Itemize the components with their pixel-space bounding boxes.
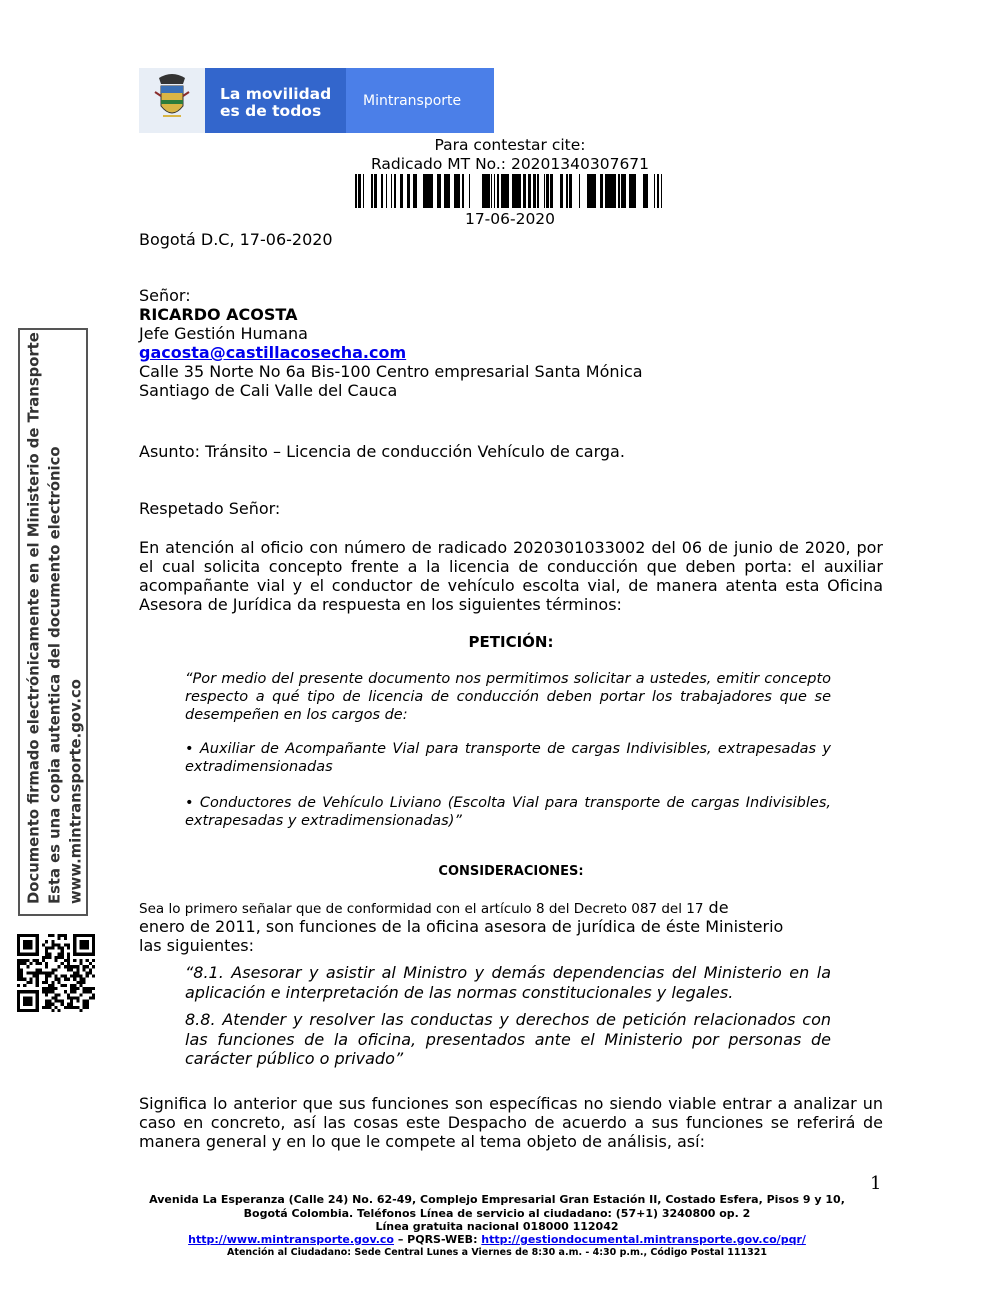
page-number: 1: [870, 1173, 882, 1194]
place-date: Bogotá D.C, 17-06-2020: [139, 230, 333, 249]
cite-label: Para contestar cite:: [434, 136, 586, 154]
recipient-email-link[interactable]: gacosta@castillacosecha.com: [139, 343, 407, 362]
coat-of-arms-icon: [139, 68, 205, 133]
petition-heading: PETICIÓN:: [468, 633, 554, 651]
recipient-name: RICARDO ACOSTA: [139, 305, 298, 324]
footer-hours: Atención al Ciudadano: Sede Central Lunes a Viernes de 8:30 a.m. - 4:30 p.m., Código Postal 111321: [227, 1247, 767, 1258]
considerations-p1-line3: las siguientes:: [139, 936, 255, 955]
stamp-line2: Esta es una copia autentica del documento electrónico: [46, 446, 64, 904]
footer-links-separator: – PQRS-WEB:: [394, 1233, 482, 1246]
footer-links: [140, 1233, 854, 1247]
petition-bullet-1: • Auxiliar de Acompañante Vial para transporte de cargas Indivisibles, extrapesadas y extradimensionadas: [185, 741, 831, 775]
barcode-icon: [355, 174, 667, 208]
pqrs-link[interactable]: http://gestiondocumental.mintransporte.gov.co/pqr/: [481, 1233, 806, 1246]
considerations-p1-start: Sea lo primero señalar que de conformidad con el artículo 8 del Decreto 087 del 17: [139, 901, 704, 917]
decree-quote-8-1: “8.1. Asesorar y asistir al Ministro y demás dependencias del Ministerio en la aplicación e interpretación de las normas constitucionales y legales.: [185, 963, 831, 1002]
logo-slogan-line2: es de todos: [220, 102, 322, 120]
intro-paragraph: En atención al oficio con número de radicado 2020301033002 del 06 de junio de 2020, por el cual solicita concepto frente a la licencia de conducción que deben porta: el auxiliar acompañante vial y el conductor de vehículo escolta vial, de manera atenta esta Oficina Asesora de Jurídica da respuesta en los siguientes términos:: [139, 538, 883, 614]
greeting: Respetado Señor:: [139, 499, 281, 518]
recipient-role: Jefe Gestión Humana: [139, 324, 308, 343]
considerations-p1-line2: enero de 2011, son funciones de la oficina asesora de jurídica de éste Ministerio: [139, 917, 784, 936]
footer-toll-free: Línea gratuita nacional 018000 112042: [375, 1220, 619, 1233]
radicado-number: Radicado MT No.: 20201340307671: [370, 155, 650, 173]
stamp-line1: Documento firmado electrónicamente en el Ministerio de Transporte: [25, 332, 43, 904]
petition-quote: “Por medio del presente documento nos permitimos solicitar a ustedes, emitir concepto respecto a qué tipo de licencia de conducción deben portar los trabajadores que se desempeñen en los cargos de:: [185, 671, 831, 723]
website-link[interactable]: http://www.mintransporte.gov.co: [188, 1233, 394, 1246]
electronic-signature-stamp: [18, 328, 88, 916]
header-logo: [139, 68, 494, 133]
considerations-p1-de: de: [703, 898, 729, 917]
decree-quote-8-8: 8.8. Atender y resolver las conductas y derechos de petición relacionados con las funciones de la oficina, presentados ante el Ministerio por personas de carácter público o privado”: [185, 1010, 831, 1068]
salutation: Señor:: [139, 286, 191, 305]
recipient-address-line2: Santiago de Cali Valle del Cauca: [139, 381, 398, 400]
subject: Asunto: Tránsito – Licencia de conducción Vehículo de carga.: [139, 442, 625, 461]
logo-slogan: [205, 68, 346, 133]
footer-address: Avenida La Esperanza (Calle 24) No. 62-49, Complejo Empresarial Gran Estación II, Costado Esfera, Pisos 9 y 10, Bogotá Colombia. Teléfonos Línea de servicio al ciudadano: (57+1) 3240800 op. 2: [149, 1193, 845, 1220]
considerations-heading: CONSIDERACIONES:: [438, 864, 584, 879]
petition-bullet-2: • Conductores de Vehículo Liviano (Escolta Vial para transporte de cargas Indivisibles, extrapesadas y extradimensionadas)”: [185, 795, 831, 829]
logo-brand: Mintransporte: [346, 68, 494, 133]
closing-paragraph: Significa lo anterior que sus funciones son específicas no siendo viable entrar a analizar un caso en concreto, así las cosas este Despacho de acuerdo a sus funciones se referirá de manera general y en lo que le compete al tema objeto de análisis, así:: [139, 1094, 883, 1151]
logo-slogan-line1: La movilidad: [220, 85, 332, 103]
considerations-paragraph: [139, 898, 839, 917]
stamp-line3: www.mintransporte.gov.co: [67, 679, 85, 904]
qr-code-icon: [17, 934, 95, 1012]
recipient-address-line1: Calle 35 Norte No 6a Bis-100 Centro empresarial Santa Mónica: [139, 362, 643, 381]
cite-date: 17-06-2020: [464, 210, 556, 228]
